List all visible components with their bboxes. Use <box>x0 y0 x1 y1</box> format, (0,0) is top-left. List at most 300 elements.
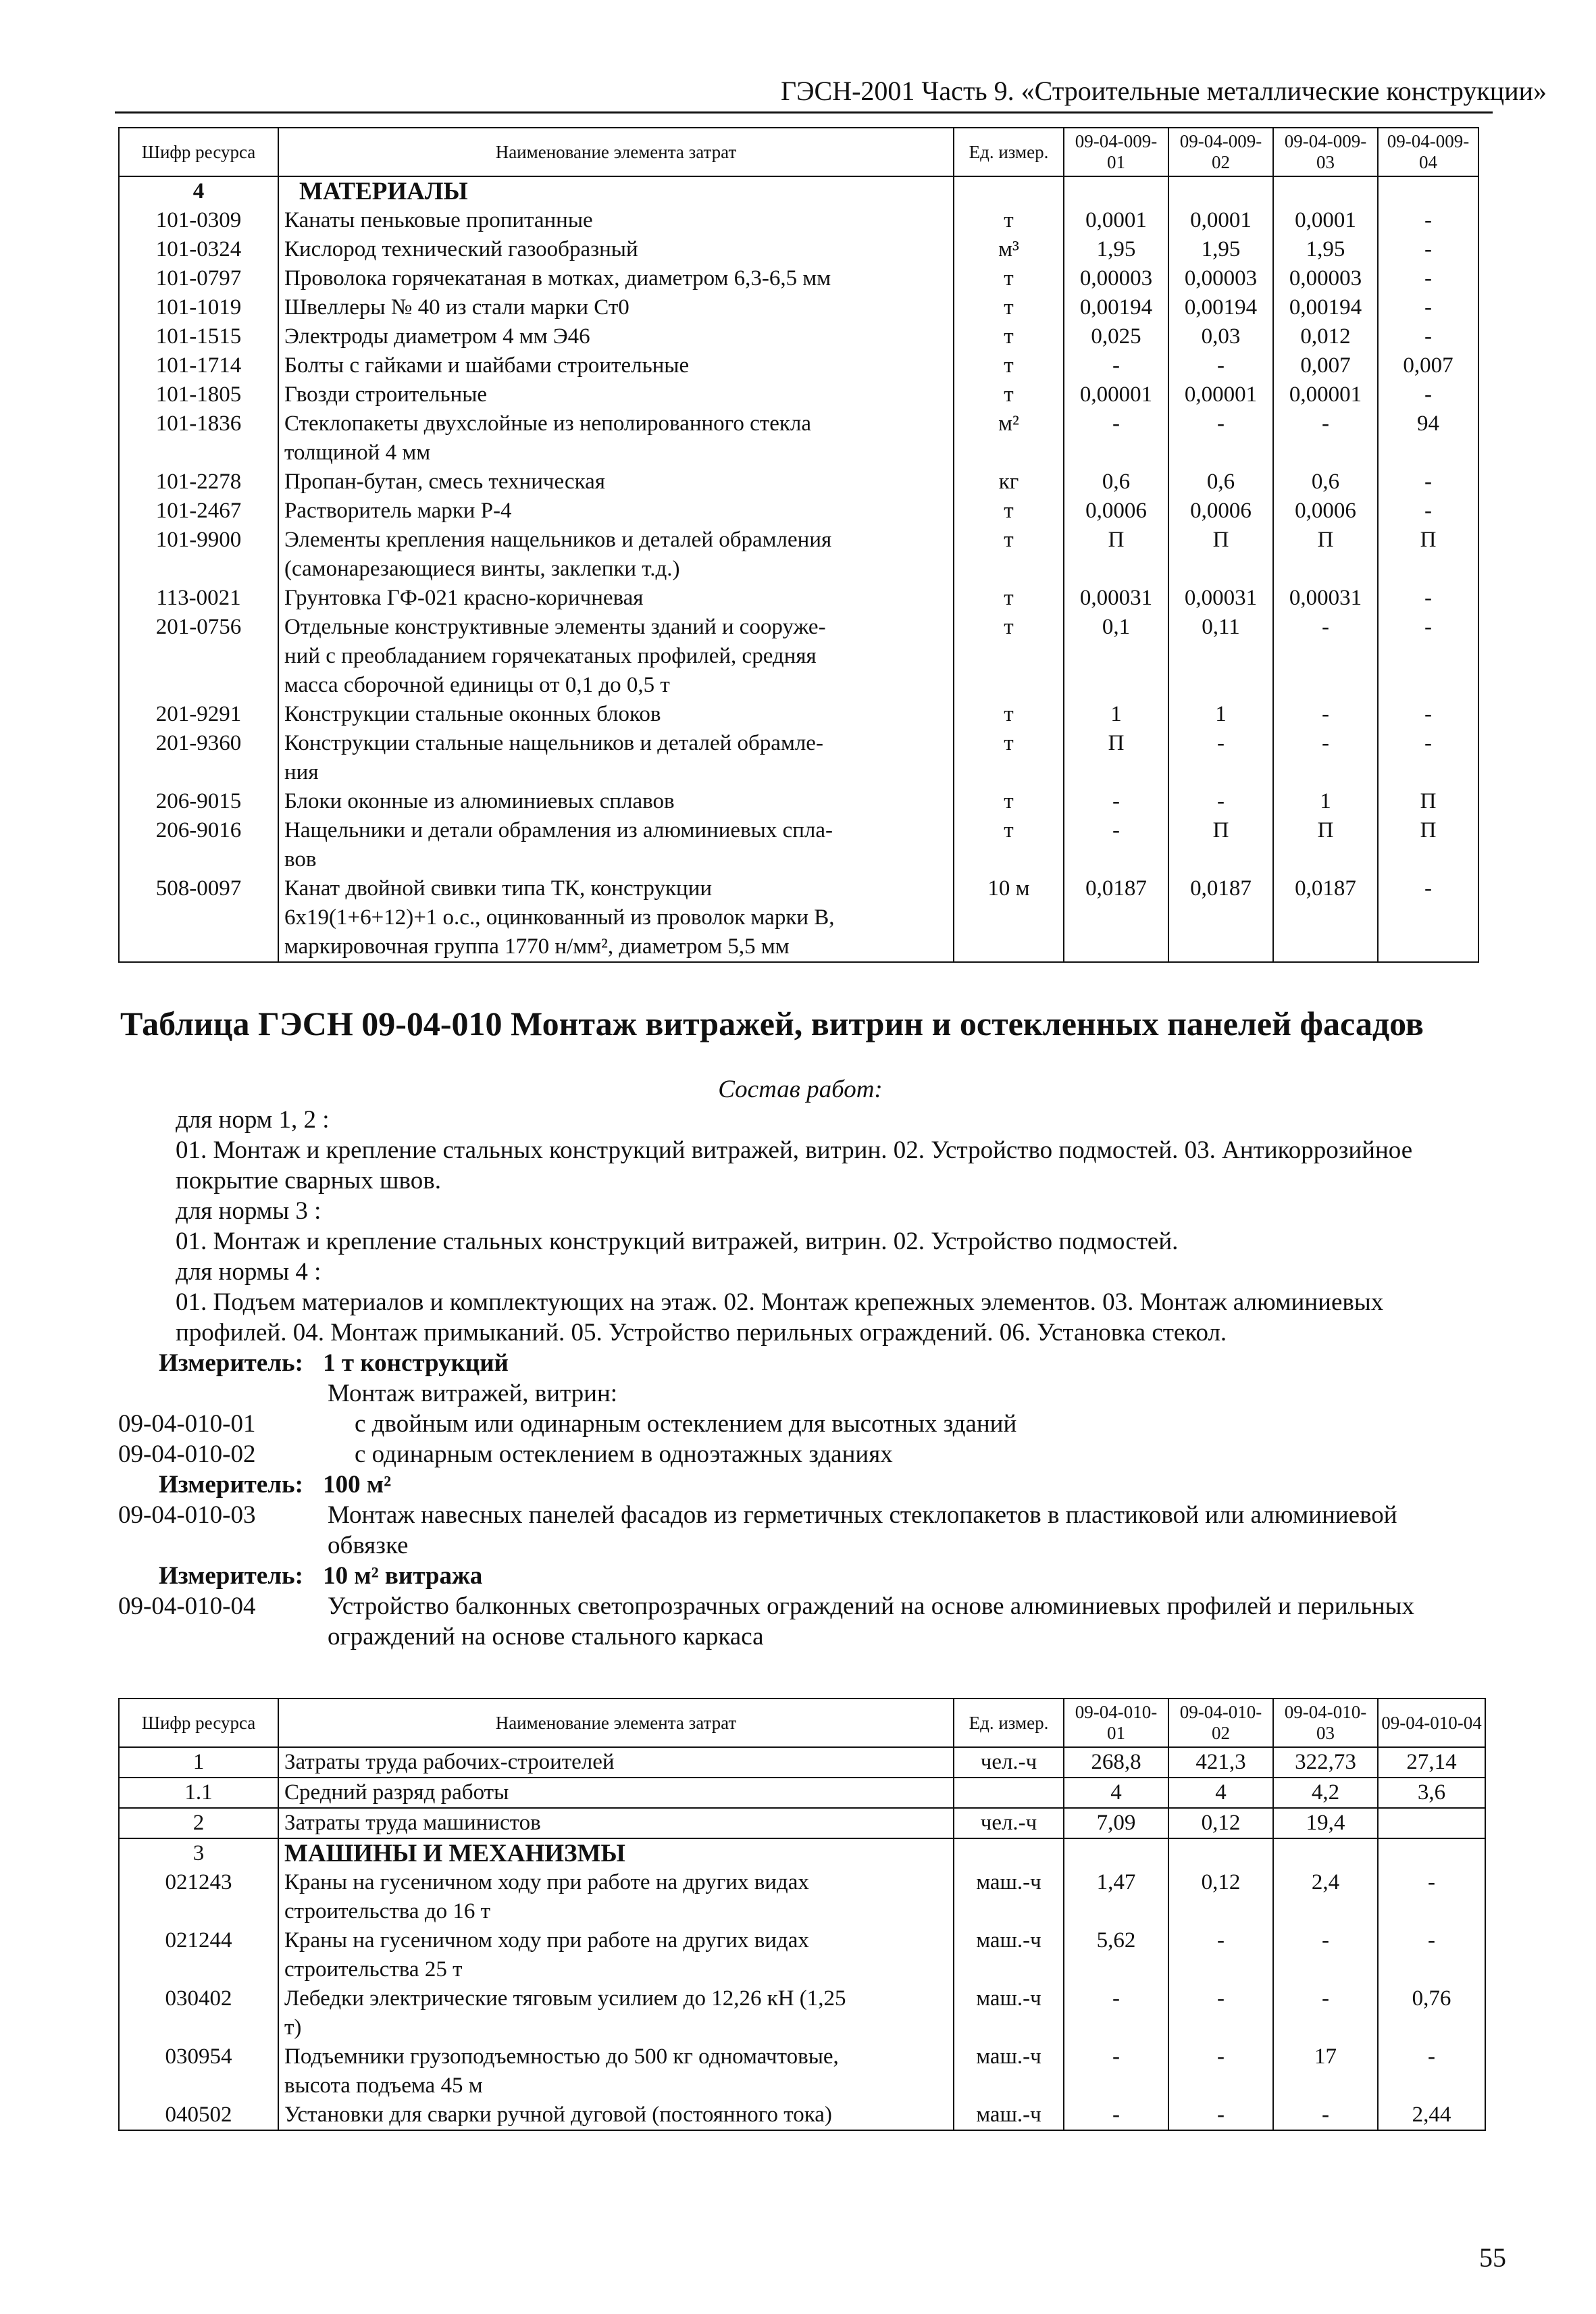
header-unit: Ед. измер. <box>954 1699 1064 1747</box>
value-col-2: П <box>1168 816 1273 874</box>
unit-cell: т <box>954 293 1064 322</box>
norm-item-text: Устройство балконных светопрозрачных ограждений на основе алюминиевых профилей и перильных ограждений на основе стального каркаса <box>328 1592 1415 1651</box>
page-header: ГЭСН-2001 Часть 9. «Строительные металлические конструкции» <box>781 76 1547 106</box>
resource-name <box>278 2042 954 2101</box>
value-col-3: - <box>1273 613 1378 700</box>
measure-2-value: 100 м² <box>323 1471 392 1499</box>
unit-cell: т <box>954 351 1064 380</box>
norm-3-label: для нормы 3 : <box>176 1197 321 1225</box>
resource-name-line: Кислород технический газообразный <box>284 237 638 261</box>
unit-cell: т <box>954 787 1064 816</box>
table-row <box>119 613 1478 700</box>
value-col-3: 4,2 <box>1273 1778 1378 1808</box>
resource-code: 101-0797 <box>119 264 278 293</box>
norms-1-2-text: 01. Монтаж и крепление стальных конструкций витражей, витрин. 02. Устройство подмостей. 03. Антикоррозийное покрытие сварных швов. <box>176 1136 1413 1194</box>
value-col-2: 4 <box>1168 1778 1273 1808</box>
table-title: Таблица ГЭСН 09-04-010 Монтаж витражей, витрин и остекленных панелей фасадов <box>120 1005 1424 1042</box>
value-col-2: 0,00031 <box>1168 584 1273 613</box>
value-col-1: 1,47 <box>1064 1868 1168 1926</box>
resource-name-line: ния <box>284 760 319 784</box>
table-row <box>119 380 1478 409</box>
table-row <box>119 874 1478 962</box>
value-col-2: 0,03 <box>1168 322 1273 351</box>
resource-code: 201-0756 <box>119 613 278 700</box>
value-col-3: 0,00031 <box>1273 584 1378 613</box>
table-row <box>119 1778 1485 1808</box>
value-col-2: - <box>1168 729 1273 787</box>
resource-name-line: вов <box>284 847 317 872</box>
table-row <box>119 409 1478 468</box>
unit-cell: маш.-ч <box>954 1984 1064 2042</box>
value-col-1: 0,1 <box>1064 613 1168 700</box>
header-name: Наименование элемента затрат <box>278 1699 954 1747</box>
table-row <box>119 264 1478 293</box>
resource-code: 101-1836 <box>119 409 278 468</box>
resource-name <box>278 1808 954 1838</box>
empty-cell <box>1064 1838 1168 1868</box>
page-number: 55 <box>1479 2242 1506 2273</box>
value-col-3: - <box>1273 700 1378 729</box>
norm-item-text: с одинарным остеклением в одноэтажных зданиях <box>355 1440 893 1468</box>
value-col-1: 4 <box>1064 1778 1168 1808</box>
header-name: Наименование элемента затрат <box>278 128 954 176</box>
resource-name-line: высота подъема 45 м <box>284 2073 483 2098</box>
empty-cell <box>1273 176 1378 206</box>
norm-item-code: 09-04-010-04 <box>118 1592 256 1620</box>
norm-3-text: 01. Монтаж и крепление стальных конструкций витражей, витрин. 02. Устройство подмостей. <box>176 1228 1179 1255</box>
value-col-2: - <box>1168 1926 1273 1984</box>
measure-1-label: Измеритель: <box>159 1349 303 1377</box>
resource-name-line: масса сборочной единицы от 0,1 до 0,5 т <box>284 673 670 697</box>
value-col-3: 1 <box>1273 787 1378 816</box>
table-row <box>119 700 1478 729</box>
table-row <box>119 2101 1485 2130</box>
table-row <box>119 1808 1485 1838</box>
resource-name <box>278 584 954 613</box>
resource-code: 508-0097 <box>119 874 278 962</box>
resource-code: 030402 <box>119 1984 278 2042</box>
value-col-2: - <box>1168 351 1273 380</box>
value-col-1: 0,025 <box>1064 322 1168 351</box>
resource-code: 1.1 <box>119 1778 278 1808</box>
resource-name <box>278 468 954 497</box>
section-name: МАШИНЫ И МЕХАНИЗМЫ <box>278 1838 954 1868</box>
value-col-3: 322,73 <box>1273 1747 1378 1778</box>
value-col-4: - <box>1378 293 1478 322</box>
value-col-2: 0,11 <box>1168 613 1273 700</box>
resource-name <box>278 613 954 700</box>
measure-1 <box>118 1348 1483 1378</box>
resource-name-line: Гвозди строительные <box>284 382 488 407</box>
measure-3-value: 10 м² витража <box>323 1562 483 1590</box>
resource-name-line: Канаты пеньковые пропитанные <box>284 208 593 232</box>
header-col-1: 09-04-009-01 <box>1064 128 1168 176</box>
resource-name-line: Установки для сварки ручной дуговой (постоянного тока) <box>284 2103 832 2127</box>
value-col-4: 3,6 <box>1378 1778 1485 1808</box>
table-row <box>119 816 1478 874</box>
unit-cell: кг <box>954 468 1064 497</box>
value-col-4: - <box>1378 729 1478 787</box>
resource-name <box>278 1778 954 1808</box>
norms-1-2-label: для норм 1, 2 : <box>176 1106 330 1134</box>
resource-name-line: маркировочная группа 1770 н/мм², диаметром 5,5 мм <box>284 934 790 959</box>
resource-name-line: Электроды диаметром 4 мм Э46 <box>284 324 590 349</box>
header-col-3: 09-04-009-03 <box>1273 128 1378 176</box>
value-col-4: 27,14 <box>1378 1747 1485 1778</box>
table-row <box>119 1984 1485 2042</box>
value-col-4: 2,44 <box>1378 2101 1485 2130</box>
value-col-1: 268,8 <box>1064 1747 1168 1778</box>
norm-item-4 <box>118 1591 1483 1652</box>
value-col-2: 0,6 <box>1168 468 1273 497</box>
value-col-1: - <box>1064 2042 1168 2101</box>
header-col-3: 09-04-010-03 <box>1273 1699 1378 1747</box>
table-header-row <box>119 1699 1485 1747</box>
value-col-3: - <box>1273 2101 1378 2130</box>
value-col-1: 0,00194 <box>1064 293 1168 322</box>
resource-name-line: Грунтовка ГФ-021 красно-коричневая <box>284 586 644 610</box>
resource-code: 206-9015 <box>119 787 278 816</box>
header-col-2: 09-04-009-02 <box>1168 128 1273 176</box>
resource-code: 201-9360 <box>119 729 278 787</box>
unit-cell <box>954 1778 1064 1808</box>
table-row <box>119 293 1478 322</box>
value-col-4 <box>1378 1808 1485 1838</box>
resource-code: 101-1515 <box>119 322 278 351</box>
measure-2-label: Измеритель: <box>159 1471 303 1499</box>
value-col-3: 0,6 <box>1273 468 1378 497</box>
table-row <box>119 1868 1485 1926</box>
value-col-1: 0,00001 <box>1064 380 1168 409</box>
resource-name <box>278 729 954 787</box>
resource-name-line: Лебедки электрические тяговым усилием до 12,26 кН (1,25 <box>284 1986 846 2011</box>
resource-name-line: Растворитель марки Р-4 <box>284 499 512 523</box>
value-col-2: 1 <box>1168 700 1273 729</box>
resource-code: 021244 <box>119 1926 278 1984</box>
value-col-3: 0,007 <box>1273 351 1378 380</box>
norm-item-code: 09-04-010-03 <box>118 1501 256 1529</box>
resource-code: 101-1019 <box>119 293 278 322</box>
value-col-3: - <box>1273 1926 1378 1984</box>
resource-code: 201-9291 <box>119 700 278 729</box>
resource-name <box>278 206 954 235</box>
measure-1-subtitle: Монтаж витражей, витрин: <box>328 1380 618 1407</box>
value-col-1: 0,0001 <box>1064 206 1168 235</box>
value-col-4: - <box>1378 584 1478 613</box>
resource-name-line: Швеллеры № 40 из стали марки Ст0 <box>284 295 629 320</box>
header-col-2: 09-04-010-02 <box>1168 1699 1273 1747</box>
resource-code: 030954 <box>119 2042 278 2101</box>
unit-cell: чел.-ч <box>954 1808 1064 1838</box>
table-row <box>119 1747 1485 1778</box>
unit-cell: т <box>954 526 1064 584</box>
table-row <box>119 787 1478 816</box>
resource-name-line: Блоки оконные из алюминиевых сплавов <box>284 789 675 813</box>
norm-item-text: Монтаж навесных панелей фасадов из герметичных стеклопакетов в пластиковой или алюминиевой обвязке <box>328 1501 1397 1559</box>
resource-code: 101-1805 <box>119 380 278 409</box>
header-col-1: 09-04-010-01 <box>1064 1699 1168 1747</box>
header-col-4: 09-04-009-04 <box>1378 128 1478 176</box>
value-col-2: 0,00001 <box>1168 380 1273 409</box>
table-row <box>119 351 1478 380</box>
empty-cell <box>1378 1838 1485 1868</box>
empty-cell <box>1168 1838 1273 1868</box>
norm-item-code: 09-04-010-01 <box>118 1410 256 1438</box>
section-row <box>119 176 1478 206</box>
value-col-3: 0,00194 <box>1273 293 1378 322</box>
value-col-1: 0,6 <box>1064 468 1168 497</box>
value-col-1: - <box>1064 409 1168 468</box>
value-col-4: 0,76 <box>1378 1984 1485 2042</box>
unit-cell: т <box>954 497 1064 526</box>
resource-name-line: Канат двойной свивки типа ТК, конструкции <box>284 876 713 901</box>
unit-cell: м² <box>954 409 1064 468</box>
unit-cell: т <box>954 322 1064 351</box>
resource-name-line: Пропан-бутан, смесь техническая <box>284 470 605 494</box>
header-col-4: 09-04-010-04 <box>1378 1699 1485 1747</box>
resource-name <box>278 874 954 962</box>
empty-cell <box>954 176 1064 206</box>
table-row <box>119 729 1478 787</box>
norm-item-2 <box>118 1439 1483 1469</box>
empty-cell <box>1378 176 1478 206</box>
norm-item-3 <box>118 1500 1483 1561</box>
value-col-4: - <box>1378 264 1478 293</box>
resource-name-line: т) <box>284 2015 302 2040</box>
value-col-2: - <box>1168 409 1273 468</box>
value-col-1: П <box>1064 729 1168 787</box>
resource-name-line: Нащельники и детали обрамления из алюминиевых спла- <box>284 818 833 842</box>
value-col-2: 1,95 <box>1168 235 1273 264</box>
resource-name-line: Конструкции стальные нащельников и деталей обрамле- <box>284 731 823 755</box>
header-code: Шифр ресурса <box>119 128 278 176</box>
resource-name-line: Краны на гусеничном ходу при работе на других видах <box>284 1928 809 1953</box>
resource-name-line: Краны на гусеничном ходу при работе на других видах <box>284 1870 809 1894</box>
table-row <box>119 468 1478 497</box>
unit-cell: т <box>954 700 1064 729</box>
empty-cell <box>954 1838 1064 1868</box>
resource-name <box>278 293 954 322</box>
value-col-2: П <box>1168 526 1273 584</box>
value-col-1: 5,62 <box>1064 1926 1168 1984</box>
resource-name-line: Затраты труда рабочих-строителей <box>284 1750 615 1774</box>
norm-4-text: 01. Подъем материалов и комплектующих на этаж. 02. Монтаж крепежных элементов. 03. Монтаж алюминиевых профилей. 04. Монтаж примыканий. 05. Устройство перильных ограждений. 06. Установка стекол. <box>176 1288 1384 1347</box>
resource-code: 101-0324 <box>119 235 278 264</box>
value-col-1: П <box>1064 526 1168 584</box>
unit-cell: маш.-ч <box>954 1926 1064 1984</box>
value-col-2: 0,12 <box>1168 1808 1273 1838</box>
value-col-3: 0,00003 <box>1273 264 1378 293</box>
resource-name-line: толщиной 4 мм <box>284 441 431 465</box>
norm-item-1 <box>118 1409 1483 1439</box>
value-col-3: 19,4 <box>1273 1808 1378 1838</box>
empty-cell <box>1273 1838 1378 1868</box>
resource-name <box>278 1984 954 2042</box>
resource-name <box>278 1868 954 1926</box>
unit-cell: т <box>954 729 1064 787</box>
value-col-3: 17 <box>1273 2042 1378 2101</box>
unit-cell: чел.-ч <box>954 1747 1064 1778</box>
unit-cell: т <box>954 584 1064 613</box>
resource-name <box>278 264 954 293</box>
value-col-4: - <box>1378 1926 1485 1984</box>
table-row <box>119 1926 1485 1984</box>
unit-cell: т <box>954 206 1064 235</box>
value-col-3: П <box>1273 816 1378 874</box>
value-col-3: 0,0001 <box>1273 206 1378 235</box>
table-row <box>119 526 1478 584</box>
value-col-4: П <box>1378 787 1478 816</box>
resource-code: 113-0021 <box>119 584 278 613</box>
unit-cell: маш.-ч <box>954 1868 1064 1926</box>
header-unit: Ед. измер. <box>954 128 1064 176</box>
value-col-4: - <box>1378 235 1478 264</box>
norm-item-code: 09-04-010-02 <box>118 1440 256 1468</box>
unit-cell: 10 м <box>954 874 1064 962</box>
value-col-2: 0,0187 <box>1168 874 1273 962</box>
measure-2 <box>118 1469 1483 1500</box>
table-row <box>119 2042 1485 2101</box>
resource-name-line: строительства 25 т <box>284 1957 463 1982</box>
table-row <box>119 322 1478 351</box>
resource-name-line: ний с преобладанием горячекатаных профилей, средняя <box>284 644 817 668</box>
norm-item-text: с двойным или одинарным остеклением для высотных зданий <box>355 1410 1017 1438</box>
resource-code: 101-2467 <box>119 497 278 526</box>
value-col-3: - <box>1273 1984 1378 2042</box>
header-code: Шифр ресурса <box>119 1699 278 1747</box>
resource-name-line: Конструкции стальные оконных блоков <box>284 702 661 726</box>
value-col-2: 0,0001 <box>1168 206 1273 235</box>
resource-name <box>278 1747 954 1778</box>
value-col-4: 0,007 <box>1378 351 1478 380</box>
value-col-4: - <box>1378 2042 1485 2101</box>
resource-name <box>278 322 954 351</box>
resource-name <box>278 526 954 584</box>
measure-3 <box>118 1561 1483 1591</box>
section-name: МАТЕРИАЛЫ <box>278 176 954 206</box>
resource-code: 101-0309 <box>119 206 278 235</box>
value-col-2: 0,00194 <box>1168 293 1273 322</box>
value-col-4: - <box>1378 700 1478 729</box>
value-col-1: 0,0187 <box>1064 874 1168 962</box>
resource-name <box>278 1926 954 1984</box>
value-col-4: - <box>1378 497 1478 526</box>
value-col-1: - <box>1064 2101 1168 2130</box>
value-col-2: - <box>1168 2042 1273 2101</box>
value-col-2: 0,0006 <box>1168 497 1273 526</box>
resource-name-line: Проволока горячекатаная в мотках, диаметром 6,3-6,5 мм <box>284 266 831 291</box>
value-col-3: - <box>1273 409 1378 468</box>
value-col-1: 0,00031 <box>1064 584 1168 613</box>
resource-name-line: Стеклопакеты двухслойные из неполированного стекла <box>284 411 811 436</box>
resource-code: 1 <box>119 1747 278 1778</box>
value-col-2: - <box>1168 787 1273 816</box>
table-header-row <box>119 128 1478 176</box>
value-col-4: П <box>1378 526 1478 584</box>
value-col-4: - <box>1378 206 1478 235</box>
resource-name-line: Болты с гайками и шайбами строительные <box>284 353 690 378</box>
resource-name <box>278 380 954 409</box>
value-col-1: 1,95 <box>1064 235 1168 264</box>
value-col-1: - <box>1064 1984 1168 2042</box>
resource-name-line: 6х19(1+6+12)+1 о.с., оцинкованный из проволок марки В, <box>284 905 835 930</box>
resource-name <box>278 351 954 380</box>
unit-cell: т <box>954 380 1064 409</box>
resource-name <box>278 235 954 264</box>
resource-name-line: Отдельные конструктивные элементы зданий и сооруже- <box>284 615 826 639</box>
value-col-2: - <box>1168 1984 1273 2042</box>
value-col-3: П <box>1273 526 1378 584</box>
value-col-1: - <box>1064 351 1168 380</box>
unit-cell: м³ <box>954 235 1064 264</box>
resource-name <box>278 700 954 729</box>
value-col-4: - <box>1378 874 1478 962</box>
value-col-4: 94 <box>1378 409 1478 468</box>
resource-name <box>278 409 954 468</box>
empty-cell <box>1064 176 1168 206</box>
value-col-3: 2,4 <box>1273 1868 1378 1926</box>
resource-name <box>278 816 954 874</box>
table-row <box>119 235 1478 264</box>
table-row <box>119 584 1478 613</box>
value-col-3: 0,012 <box>1273 322 1378 351</box>
table-row <box>119 497 1478 526</box>
section-code: 4 <box>119 176 278 206</box>
table-row <box>119 206 1478 235</box>
value-col-1: - <box>1064 816 1168 874</box>
value-col-3: 1,95 <box>1273 235 1378 264</box>
value-col-1: - <box>1064 787 1168 816</box>
value-col-4: - <box>1378 1868 1485 1926</box>
resource-name-line: строительства до 16 т <box>284 1899 491 1923</box>
value-col-1: 0,00003 <box>1064 264 1168 293</box>
resource-name-line: Затраты труда машинистов <box>284 1811 541 1835</box>
resource-code: 2 <box>119 1808 278 1838</box>
value-col-2: 0,00003 <box>1168 264 1273 293</box>
value-col-3: - <box>1273 729 1378 787</box>
machinery-table <box>118 1698 1486 2131</box>
measure-1-value: 1 т конструкций <box>323 1349 509 1377</box>
resource-name-line: Элементы крепления нащельников и деталей обрамления <box>284 528 832 552</box>
measure-3-label: Измеритель: <box>159 1562 303 1590</box>
value-col-3: 0,0006 <box>1273 497 1378 526</box>
unit-cell: т <box>954 264 1064 293</box>
unit-cell: т <box>954 613 1064 700</box>
value-col-4: - <box>1378 322 1478 351</box>
value-col-2: 421,3 <box>1168 1747 1273 1778</box>
value-col-2: 0,12 <box>1168 1868 1273 1926</box>
section-row <box>119 1838 1485 1868</box>
value-col-1: 1 <box>1064 700 1168 729</box>
value-col-3: 0,0187 <box>1273 874 1378 962</box>
value-col-4: - <box>1378 380 1478 409</box>
unit-cell: т <box>954 816 1064 874</box>
section-code: 3 <box>119 1838 278 1868</box>
work-composition-heading: Состав работ: <box>718 1076 883 1103</box>
value-col-4: - <box>1378 468 1478 497</box>
resource-code: 101-2278 <box>119 468 278 497</box>
unit-cell: маш.-ч <box>954 2101 1064 2130</box>
resource-name-line: Подъемники грузоподъемностью до 500 кг одномачтовые, <box>284 2044 839 2069</box>
resource-code: 021243 <box>119 1868 278 1926</box>
value-col-4: - <box>1378 613 1478 700</box>
resource-code: 101-1714 <box>119 351 278 380</box>
resource-name-line: Средний разряд работы <box>284 1780 509 1805</box>
resource-name <box>278 787 954 816</box>
value-col-2: - <box>1168 2101 1273 2130</box>
resource-name <box>278 497 954 526</box>
value-col-3: 0,00001 <box>1273 380 1378 409</box>
